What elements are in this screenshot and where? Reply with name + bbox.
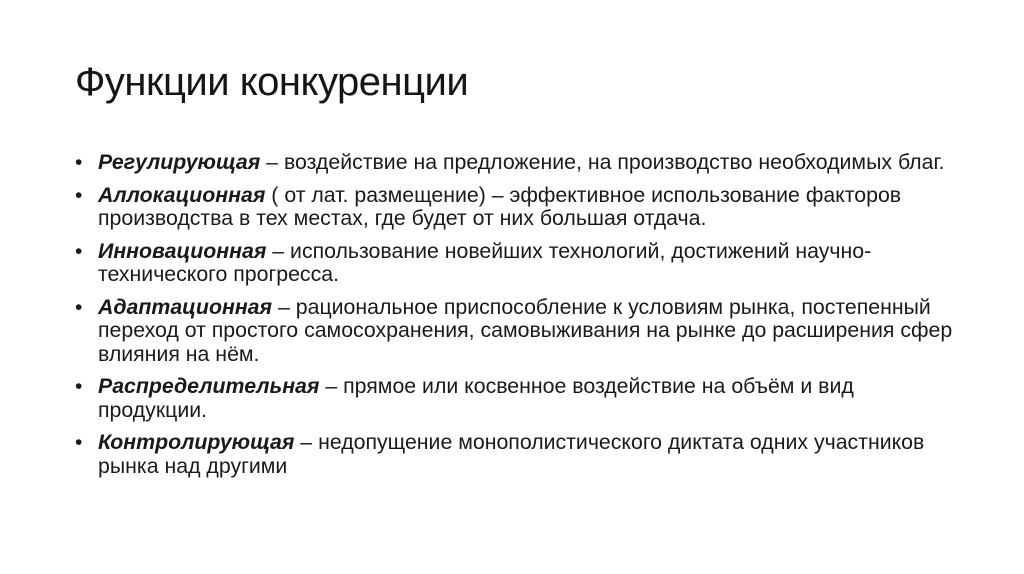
- list-item: [75, 375, 965, 422]
- slide-title: Функции конкуренции: [75, 60, 469, 104]
- function-term: Контролирующая: [98, 430, 295, 454]
- list-item: [75, 184, 965, 231]
- function-description: – рациональное приспособление к условиям рынка, постепенный переход от простого самосохранения, самовыживания на рынке до расширения сфер влияния на нём.: [98, 294, 953, 366]
- function-term: Аллокационная: [98, 182, 266, 207]
- bullet-icon: •: [75, 183, 83, 207]
- bullet-icon: •: [75, 151, 83, 174]
- list-item: [75, 240, 965, 287]
- function-description: ( от лат. размещение) – эффективное использование факторов производства в тех местах, где будет от них большая отдача.: [98, 182, 902, 230]
- function-description: – использование новейших технологий, достижений научно- технического прогресса.: [98, 238, 872, 286]
- function-description: – прямое или косвенное воздействие на объём и вид продукции.: [98, 374, 854, 422]
- list-item: [75, 431, 965, 478]
- bullet-icon: •: [75, 295, 83, 319]
- function-description: – воздействие на предложение, на производство необходимых благ.: [260, 150, 945, 174]
- function-description: – недопущение монополистического диктата одних участников рынка над другими: [98, 430, 925, 478]
- function-term: Адаптационная: [98, 294, 273, 319]
- bullet-icon: •: [75, 431, 83, 454]
- function-term: Распределительная: [98, 374, 320, 398]
- function-term: Регулирующая: [98, 150, 261, 174]
- list-item: [75, 151, 965, 175]
- bullet-list: [75, 151, 965, 487]
- function-term: Инновационная: [98, 238, 267, 263]
- list-item: [75, 296, 965, 367]
- bullet-icon: •: [75, 239, 83, 263]
- bullet-icon: •: [75, 375, 83, 398]
